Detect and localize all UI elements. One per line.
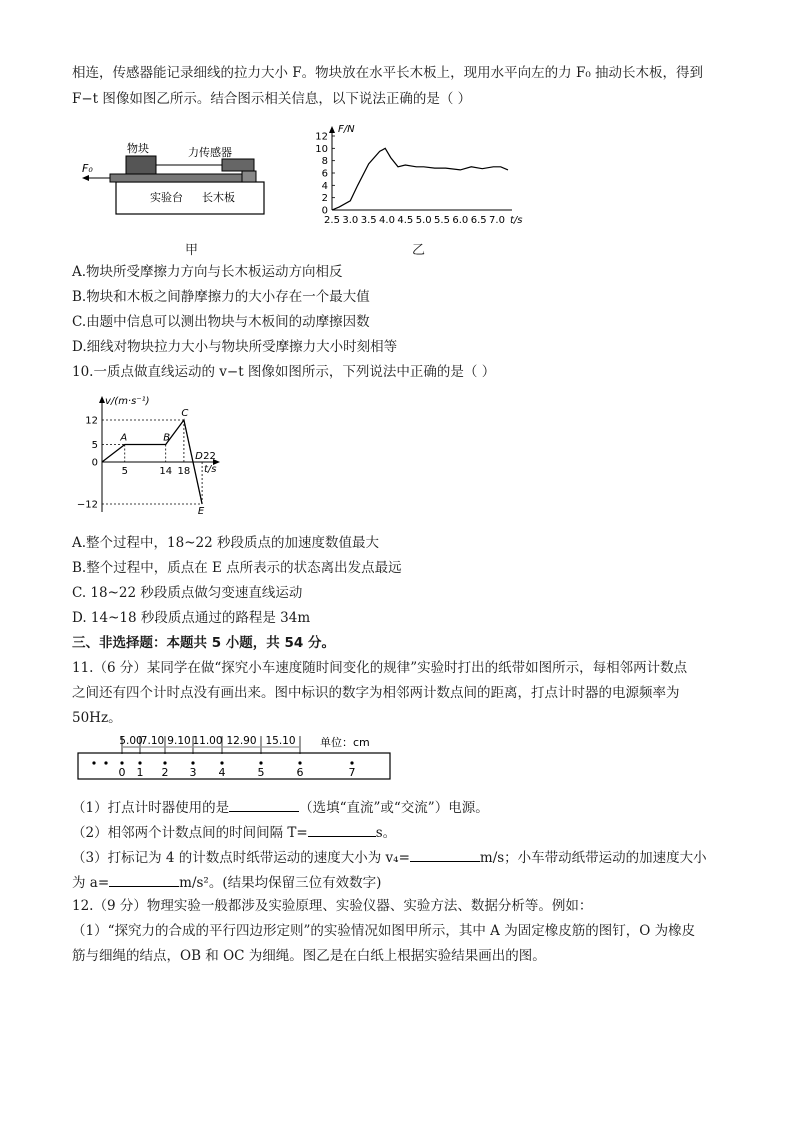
y-tick-label: 0	[91, 457, 98, 469]
y-tick-label: 0	[321, 205, 328, 217]
x-tick-label: 18	[177, 466, 191, 477]
answer-blank-period[interactable]	[308, 822, 376, 837]
distance-label: 9.10	[167, 735, 191, 747]
intro-line-2: F−t 图像如图乙所示。结合图示相关信息，以下说法正确的是（ ）	[72, 91, 472, 107]
x-tick-label: 5	[121, 466, 128, 477]
q11-part1-suffix: （选填“直流”或“交流”）电源。	[299, 800, 489, 816]
x-tick-label: 5.5	[434, 215, 450, 226]
tape-dot	[92, 761, 95, 764]
ft-chart	[310, 116, 530, 228]
label-block: 物块	[127, 142, 149, 155]
count-point-label: 5	[257, 766, 265, 779]
sensor-stand	[242, 171, 256, 182]
q11-part3-cont-text: 为 a=	[72, 875, 110, 891]
figure-jia	[78, 138, 278, 258]
x-tick-label: 5.0	[415, 215, 432, 226]
y-tick-label: 6	[321, 168, 328, 180]
x-tick-label: 14	[159, 466, 173, 477]
q10-stem: 10.一质点做直线运动的 v−t 图像如图所示，下列说法中正确的是（ ）	[72, 364, 496, 380]
count-point-label: 3	[189, 766, 197, 779]
q11-part3-cont-suffix: m/s²。(结果均保留三位有效数字)	[179, 875, 382, 891]
distance-label: 11.00	[192, 735, 223, 747]
count-point	[191, 761, 194, 764]
y-tick-label: 12	[85, 415, 98, 427]
q10-option-d: D. 14~18 秒段质点通过的路程是 34m	[72, 610, 311, 626]
q9-option-c: C.由题中信息可以测出物块与木板间的动摩擦因数	[72, 314, 370, 330]
x-tick-label: 4.5	[397, 215, 414, 226]
caption-jia: 甲	[185, 243, 199, 258]
lab-bench	[116, 182, 264, 214]
x-tick-label: 6.0	[452, 215, 469, 226]
x-tick-label: 3.5	[360, 215, 377, 226]
distance-label: 15.10	[265, 735, 296, 747]
force-arrowhead	[82, 175, 89, 181]
caption-yi: 乙	[412, 243, 426, 258]
label-table: 实验台	[150, 191, 183, 204]
q11-stem-3: 50Hz。	[72, 710, 122, 726]
count-point	[350, 761, 353, 764]
q11-part2-suffix: s。	[375, 825, 397, 841]
count-point	[220, 761, 223, 764]
count-point	[120, 761, 123, 764]
count-point-label: 4	[218, 766, 226, 779]
label-f0: F₀	[82, 162, 93, 175]
count-point-label: 2	[161, 766, 169, 779]
answer-blank-acceleration[interactable]	[109, 872, 179, 887]
y-axis-label: F/N	[338, 124, 355, 135]
x-tick-label: 3.0	[342, 215, 359, 226]
distance-label: 5.00	[119, 735, 143, 747]
q11-part2-text: （2）相邻两个计数点间的时间间隔 T=	[72, 825, 308, 841]
count-point-label: 1	[136, 766, 144, 779]
vt-chart	[76, 392, 240, 524]
distance-label: 12.90	[226, 735, 257, 747]
y-tick-label: 12	[315, 131, 328, 143]
y-tick-label: 10	[315, 143, 328, 155]
q9-option-d: D.细线对物块拉力大小与物块所受摩擦力大小时刻相等	[72, 339, 398, 355]
label-board: 长木板	[202, 191, 235, 204]
block	[126, 156, 156, 174]
y-tick-label: −12	[76, 499, 98, 511]
y-tick-label: 4	[321, 180, 328, 192]
tape-unit: 单位：cm	[320, 736, 370, 749]
x-tick-label: 22	[203, 451, 216, 462]
count-point	[163, 761, 166, 764]
q11-part3-text: （3）打标记为 4 的计数点时纸带运动的速度大小为 v₄=	[72, 850, 410, 866]
q12-part1-2: 筋与细绳的结点，OB 和 OC 为细绳。图乙是在白纸上根据实验结果画出的图。	[72, 948, 546, 964]
section-heading: 三、非选择题：本题共 5 小题，共 54 分。	[72, 635, 335, 651]
count-point	[298, 761, 301, 764]
x-axis-label: t/s	[204, 464, 217, 475]
x-tick-label: 6.5	[470, 215, 487, 226]
q11-part3	[72, 847, 707, 867]
point-label: C	[181, 408, 189, 419]
answer-blank-power[interactable]	[229, 797, 299, 812]
y-tick-label: 5	[91, 440, 98, 451]
point-label: D	[195, 451, 203, 462]
q12-part1-1: （1）“探究力的合成的平行四边形定则”的实验情况如图甲所示，其中 A 为固定橡皮筋的图钉，O 为橡皮	[72, 923, 696, 939]
q11-part1-text: （1）打点计时器使用的是	[72, 800, 230, 816]
q11-stem-2: 之间还有四个计时点没有画出来。图中标识的数字为相邻两计数点间的距离，打点计时器的电源频率为	[72, 685, 680, 701]
count-point-label: 0	[118, 766, 126, 779]
count-point-label: 6	[296, 766, 304, 779]
tape-dot	[104, 761, 107, 764]
x-axis-label: t/s	[510, 215, 523, 226]
paper-tape-figure	[76, 732, 406, 782]
force-sensor	[222, 159, 254, 171]
x-tick-label: 2.5	[324, 215, 340, 226]
force-curve	[332, 148, 508, 210]
x-tick-label: 4.0	[379, 215, 395, 226]
long-board	[110, 174, 256, 182]
y-tick-label: 8	[321, 156, 328, 168]
q10-option-c: C. 18~22 秒段质点做匀变速直线运动	[72, 585, 303, 601]
q12-stem: 12.（9 分）物理实验一般都涉及实验原理、实验仪器、实验方法、数据分析等。例如：	[72, 898, 593, 914]
point-label: B	[163, 432, 171, 444]
q11-part2	[72, 822, 396, 842]
q10-option-b: B.整个过程中，质点在 E 点所表示的状态离出发点最远	[72, 560, 402, 576]
label-sensor: 力传感器	[188, 146, 232, 159]
y-axis-label: v/(m·s⁻¹)	[105, 396, 150, 407]
y-tick-label: 2	[321, 193, 328, 205]
q10-option-a: A.整个过程中，18~22 秒段质点的加速度数值最大	[72, 535, 379, 551]
answer-blank-velocity[interactable]	[410, 847, 480, 862]
q9-option-a: A.物块所受摩擦力方向与长木板运动方向相反	[72, 264, 343, 280]
x-tick-label: 7.0	[489, 215, 505, 226]
distance-label: 7.10	[140, 735, 165, 747]
point-label: A	[120, 432, 128, 444]
q9-option-b: B.物块和木板之间静摩擦力的大小存在一个最大值	[72, 289, 370, 305]
count-point	[138, 761, 141, 764]
q11-part3-suffix: m/s；小车带动纸带运动的加速度大小	[479, 850, 707, 866]
count-point	[259, 761, 262, 764]
q11-part3-cont	[72, 872, 381, 892]
q11-part1	[72, 797, 489, 817]
q11-stem-1: 11.（6 分）某同学在做“探究小车速度随时间变化的规律”实验时打出的纸带如图所示，每相邻两计数点	[72, 660, 688, 676]
point-label: E	[197, 506, 205, 517]
count-point-label: 7	[348, 766, 356, 779]
y-axis-arrowhead	[329, 126, 335, 133]
intro-line-1: 相连，传感器能记录细线的拉力大小 F。物块放在水平长木板上，现用水平向左的力 F₀ 抽动长木板，得到	[72, 65, 704, 81]
